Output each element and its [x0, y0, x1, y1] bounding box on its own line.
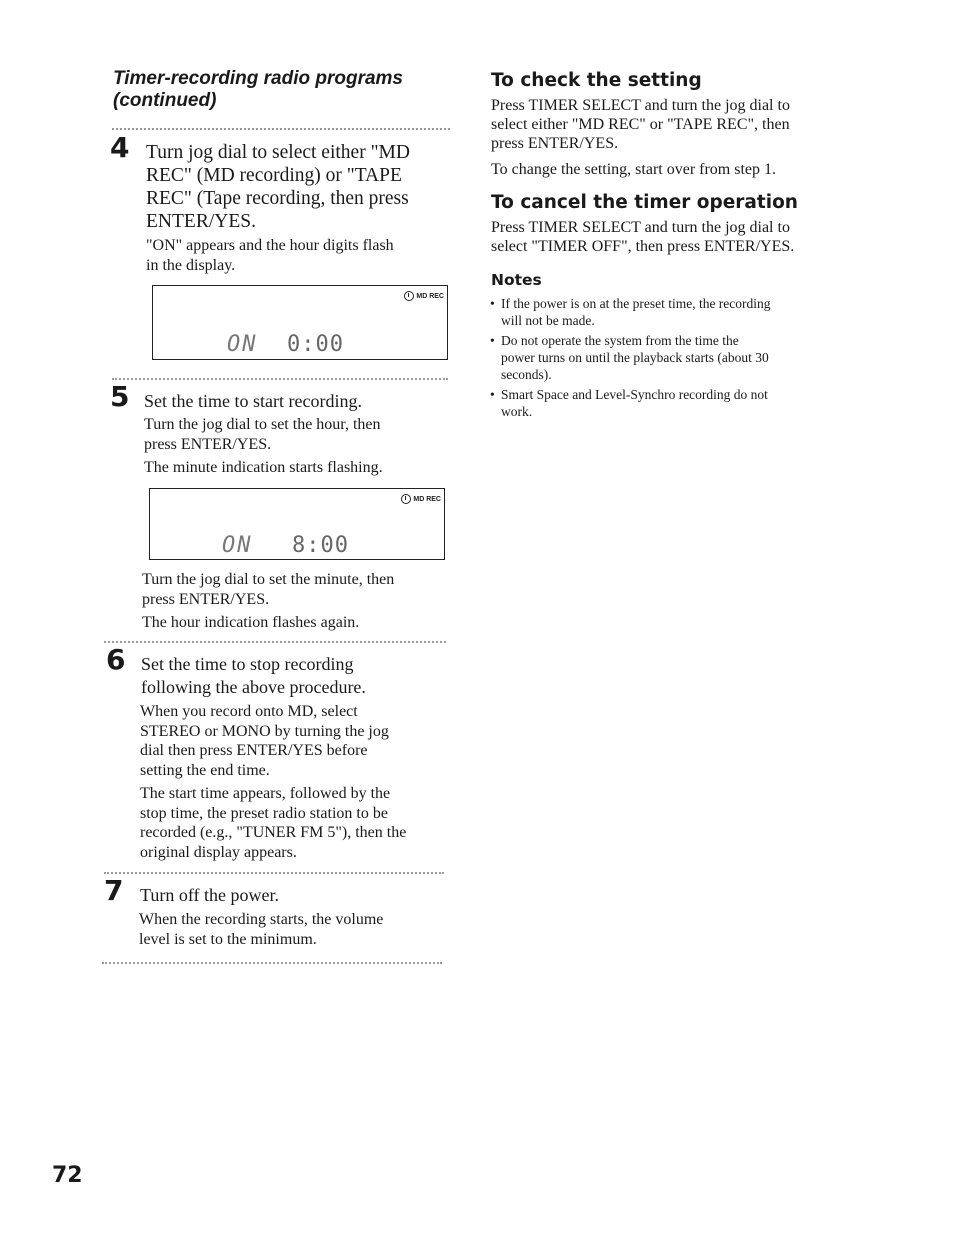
bullet: • [490, 387, 495, 402]
step-5-after-line: The hour indication flashes again. [142, 614, 360, 631]
step-6-body-line: The start time appears, followed by the [140, 785, 391, 802]
step-6-body-line: setting the end time. [140, 761, 270, 779]
note-line: work. [501, 404, 533, 419]
display-on-text: ON [222, 533, 253, 558]
md-rec-indicator: MD REC [416, 292, 444, 300]
divider [104, 641, 446, 643]
step-7-heading: Turn off the power. [140, 885, 279, 905]
step-4-number: 4 [110, 131, 130, 164]
display-on-text: ON [227, 332, 258, 357]
step-6-body-line: original display appears. [140, 843, 297, 861]
note-item [490, 332, 835, 383]
step-5-after-line: Turn the jog dial to set the minute, then [142, 571, 395, 588]
cancel-timer-line: Press TIMER SELECT and turn the jog dial to [491, 219, 790, 236]
step-4-body [146, 236, 446, 275]
step-7-body-line: level is set to the minimum. [139, 930, 317, 948]
step-6-body-line: STEREO or MONO by turning the jog [140, 722, 389, 740]
step-5-body-line: press ENTER/YES. [144, 435, 272, 453]
step-6-heading-line: following the above procedure. [141, 677, 366, 697]
step-7-number: 7 [104, 874, 124, 907]
step-6-number: 6 [106, 643, 126, 676]
note-line: If the power is on at the preset time, the recording [501, 296, 771, 311]
step-7-body [139, 910, 444, 949]
notes-heading: Notes [491, 271, 542, 289]
note-line: Do not operate the system from the time the [501, 333, 739, 348]
check-setting-line: Press TIMER SELECT and turn the jog dial to [491, 97, 790, 114]
step-4-body-line: in the display. [146, 256, 236, 274]
step-4-heading-line: REC" (Tape recording, then press [146, 188, 409, 209]
cancel-timer-heading: To cancel the timer operation [491, 192, 798, 213]
lcd-display-2 [149, 488, 445, 560]
check-setting-heading: To check the setting [491, 70, 702, 91]
section-title-line1: Timer-recording radio programs [113, 68, 403, 89]
display-time-text: 0:00 [287, 332, 344, 357]
check-setting-line: press ENTER/YES. [491, 135, 619, 152]
note-item [490, 386, 835, 420]
step-5-body [144, 415, 444, 478]
lcd-display-1 [152, 285, 448, 360]
step-5-body-line: The minute indication starts flashing. [144, 459, 383, 476]
md-rec-indicator: MD REC [413, 495, 441, 503]
step-5-after-line: press ENTER/YES. [142, 590, 270, 608]
step-5-body-line: Turn the jog dial to set the hour, then [144, 416, 381, 433]
timer-indicator [401, 494, 441, 504]
step-6-body-line: When you record onto MD, select [140, 703, 358, 720]
note-item [490, 295, 835, 329]
check-setting-line: To change the setting, start over from step 1. [491, 161, 777, 178]
cancel-timer-line: select "TIMER OFF", then press ENTER/YES. [491, 238, 795, 255]
note-line: power turns on until the playback starts (about 30 [501, 350, 769, 365]
step-7-body-line: When the recording starts, the volume [139, 911, 384, 928]
bullet: • [490, 296, 495, 311]
step-5-after-body [142, 570, 447, 633]
step-4-body-line: "ON" appears and the hour digits flash [146, 237, 394, 254]
check-setting-line: select either "MD REC" or "TAPE REC", then [491, 116, 790, 133]
step-6-body-line: stop time, the preset radio station to be [140, 804, 388, 822]
display-time-text: 8:00 [292, 533, 349, 558]
note-line: Smart Space and Level-Synchro recording do not [501, 387, 768, 402]
step-5-number: 5 [110, 380, 130, 413]
step-6-heading [141, 653, 441, 699]
divider [112, 128, 450, 130]
divider [104, 872, 444, 874]
step-4-heading-line: Turn jog dial to select either "MD [146, 142, 410, 163]
clock-icon [404, 291, 414, 301]
section-title [113, 68, 453, 112]
cancel-timer-body [491, 218, 836, 256]
note-line: will not be made. [501, 313, 595, 328]
timer-indicator [404, 291, 444, 301]
divider [102, 962, 442, 964]
check-setting-body [491, 96, 836, 179]
step-6-heading-line: Set the time to stop recording [141, 654, 354, 674]
section-title-line2: (continued) [113, 90, 217, 111]
clock-icon [401, 494, 411, 504]
step-4-heading-line: REC" (MD recording) or "TAPE [146, 165, 402, 186]
step-5-heading: Set the time to start recording. [144, 391, 362, 411]
step-4-heading [146, 141, 446, 233]
notes-list [490, 295, 835, 423]
note-line: seconds). [501, 367, 552, 382]
page-number: 72 [52, 1163, 83, 1188]
bullet: • [490, 333, 495, 348]
step-6-body-line: dial then press ENTER/YES before [140, 742, 368, 759]
step-4-heading-line: ENTER/YES. [146, 211, 256, 232]
step-6-body-line: recorded (e.g., "TUNER FM 5"), then the [140, 824, 407, 841]
step-6-body [140, 702, 445, 862]
divider [112, 378, 448, 380]
